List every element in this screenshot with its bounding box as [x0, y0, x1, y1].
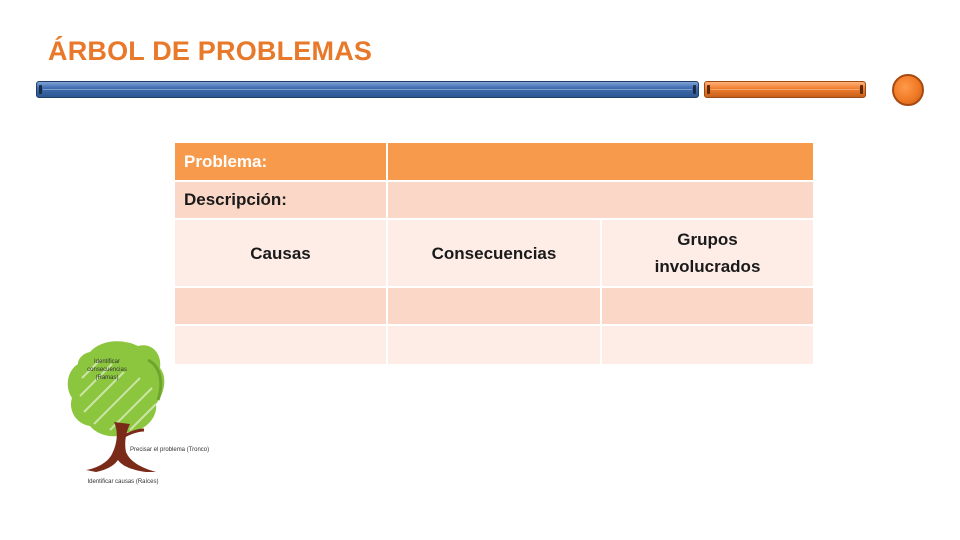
blue-divider-bar: [36, 81, 699, 98]
column-header-causas: Causas: [174, 219, 387, 287]
problem-value-cell[interactable]: [387, 142, 814, 181]
table-row: [174, 287, 814, 325]
description-row: [174, 181, 814, 219]
table-row: [174, 325, 814, 365]
trunk-label: Precisar el problema (Tronco): [130, 447, 210, 453]
column-header-consecuencias: Consecuencias: [387, 219, 601, 287]
problem-table: [173, 141, 815, 366]
page-title: ÁRBOL DE PROBLEMAS: [48, 36, 373, 66]
table-cell[interactable]: [601, 287, 814, 325]
description-label: Descripción:: [174, 181, 387, 219]
table-header-row: [174, 219, 814, 287]
bar-groove: [43, 89, 692, 90]
table-cell[interactable]: [174, 287, 387, 325]
problem-row: [174, 142, 814, 181]
bar-cap-right: [860, 85, 863, 94]
description-value-cell[interactable]: [387, 181, 814, 219]
table-cell[interactable]: [387, 287, 601, 325]
table-cell[interactable]: [601, 325, 814, 365]
bar-groove: [711, 89, 859, 90]
orange-divider-bar: [704, 81, 866, 98]
bar-cap-right: [693, 85, 696, 94]
roots-label: Identificar causas (Raíces): [87, 479, 159, 485]
bar-cap-left: [39, 85, 42, 94]
column-header-grupos: Grupos involucrados: [601, 219, 814, 287]
crown-label: Identificar consecuencias (Ramas): [87, 359, 127, 381]
problem-tree-illustration: [60, 338, 230, 488]
table-cell[interactable]: [387, 325, 601, 365]
bar-cap-left: [707, 85, 710, 94]
orange-circle-decoration: [892, 74, 924, 106]
problem-label: Problema:: [174, 142, 387, 181]
